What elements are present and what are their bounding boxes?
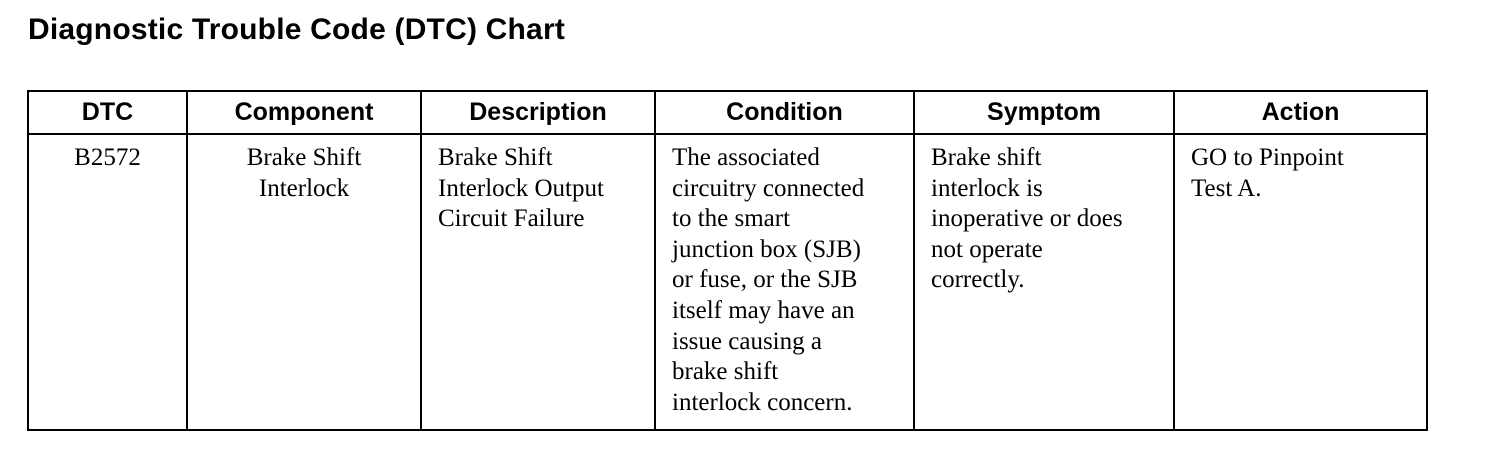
cell-line: The associated [672,144,820,171]
cell-line: inoperative or does [931,205,1123,233]
cell-line: correctly. [931,266,1025,294]
cell-line: Interlock Output [438,174,604,202]
cell-line: Interlock [258,174,350,202]
cell-component [187,134,421,430]
cell-line: Brake Shift [246,144,362,171]
cell-dtc [28,134,187,430]
cell-line: Brake shift [931,144,1042,171]
header-action: Action [1174,91,1427,134]
cell-symptom [914,134,1174,430]
cell-line: B2572 [74,144,141,171]
cell-condition [655,134,914,430]
header-description: Description [421,91,655,134]
cell-line: brake shift [672,358,779,386]
cell-line: circuitry connected [672,174,865,202]
header-dtc: DTC [28,91,187,134]
cell-action [1174,134,1427,430]
cell-line: interlock concern. [672,388,853,416]
table-row [28,134,1427,430]
header-component: Component [187,91,421,134]
cell-line: issue causing a [672,327,822,355]
page-title: Diagnostic Trouble Code (DTC) Chart [28,13,566,46]
cell-line: Circuit Failure [438,205,585,233]
dtc-table [27,90,1428,431]
cell-line: interlock is [931,174,1043,202]
cell-line: Test A. [1191,174,1262,202]
cell-line: not operate [931,235,1043,263]
table-header-row [28,91,1427,134]
cell-line: junction box (SJB) [672,235,861,263]
cell-line: GO to Pinpoint [1191,144,1344,171]
cell-line: or fuse, or the SJB [672,266,858,294]
cell-line: Brake Shift [438,144,553,171]
cell-description [421,134,655,430]
header-symptom: Symptom [914,91,1174,134]
header-condition: Condition [655,91,914,134]
cell-line: itself may have an [672,296,855,324]
cell-line: to the smart [672,205,791,233]
